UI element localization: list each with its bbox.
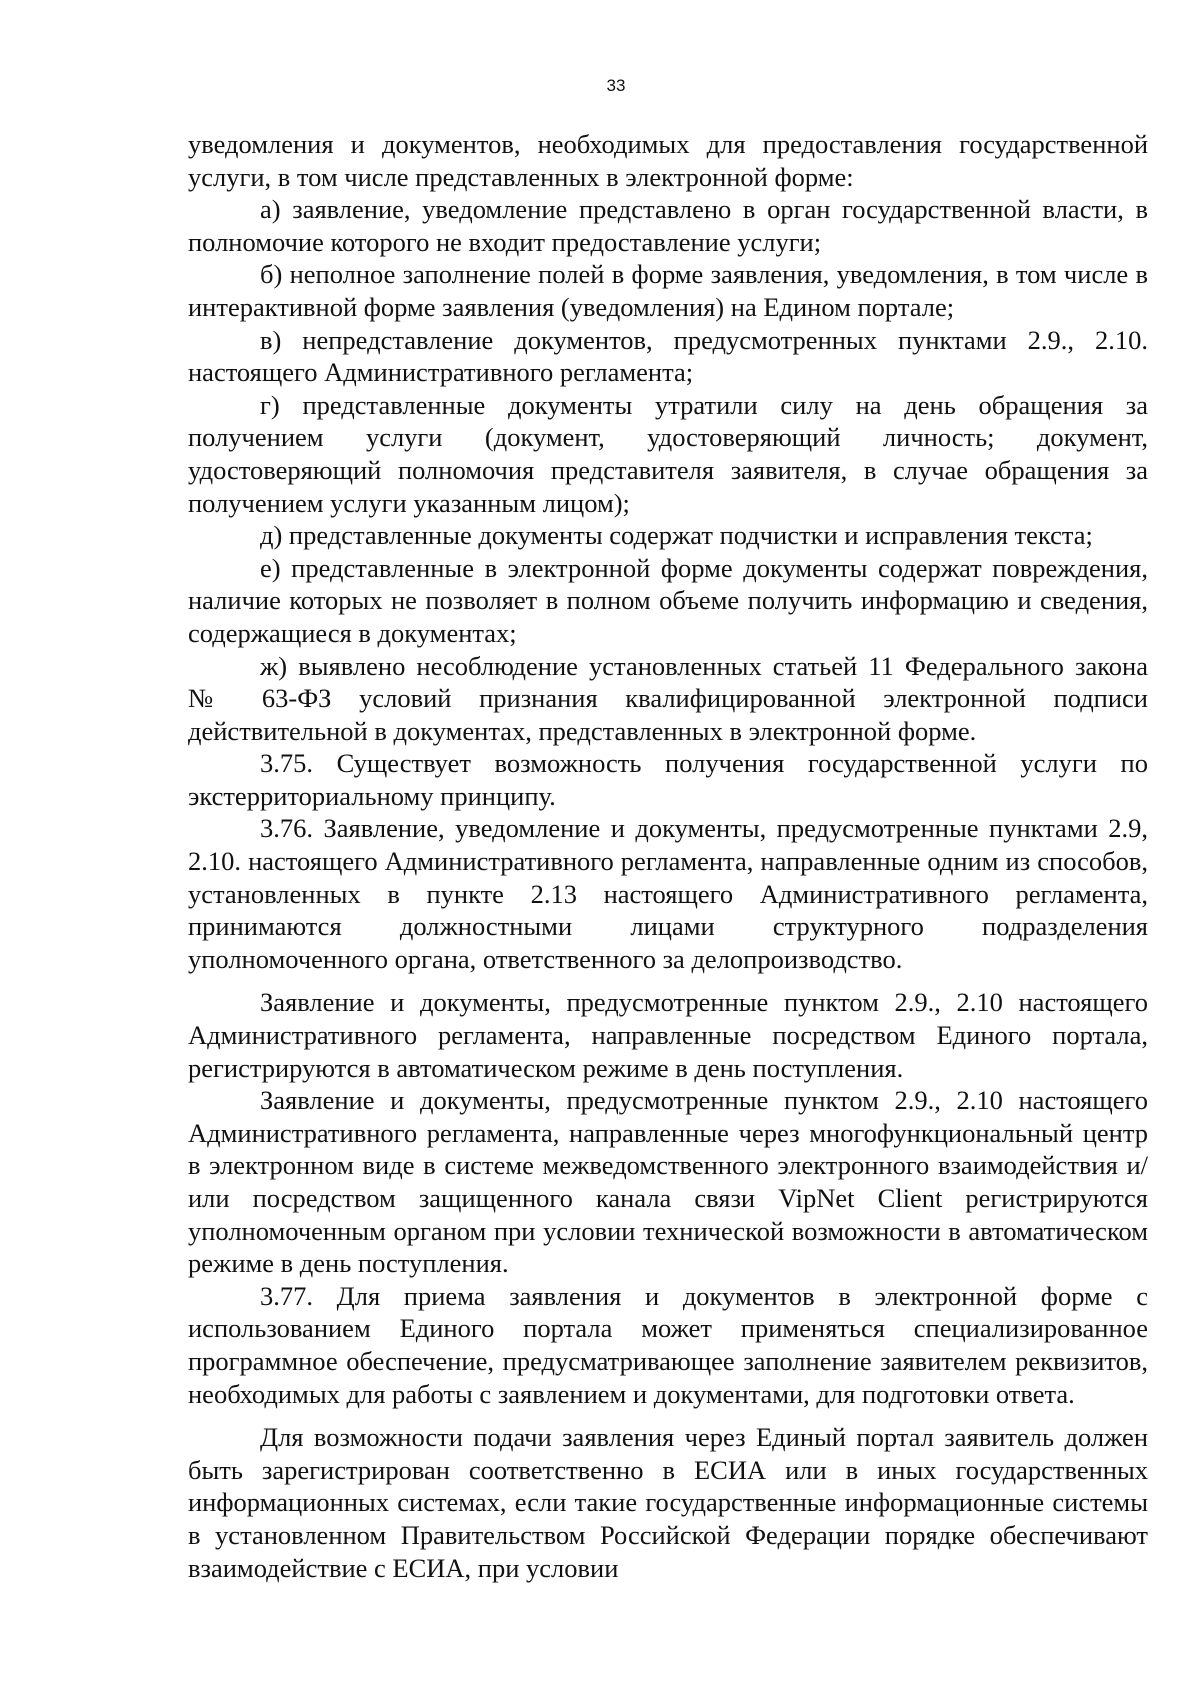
paragraph-item-g: г) представленные документы утратили силу на день обращения за получением услуги (документ, удостоверяющий личность; документ, удостоверяющий полномочия представителя заявителя, в случае обращения за получением услуги указанным лицом); [188, 389, 1148, 518]
paragraph-item-b: б) неполное заполнение полей в форме заявления, уведомления, в том числе в интерактивной форме заявления (уведомления) на Едином портале; [188, 259, 1148, 322]
paragraph-item-a: а) заявление, уведомление представлено в орган государственной власти, в полномочие которого не входит предоставление услуги; [188, 194, 1148, 257]
paragraph-esia-registration: Для возможности подачи заявления через Единый портал заявитель должен быть зарегистрирован соответственно в ЕСИА или в иных государственных информационных системах, если такие государственные информационные системы в установленном Правительством Российской Федерации порядке обеспечивают взаимодействие с ЕСИА, при условии [188, 1422, 1148, 1583]
paragraph-item-zh: ж) выявлено несоблюдение установленных статьей 11 Федерального закона № 63-ФЗ условий признания квалифицированной электронной подписи действительной в документах, представленных в электронной форме. [188, 650, 1148, 746]
paragraph-item-v: в) непредставление документов, предусмотренных пунктами 2.9., 2.10. настоящего Административного регламента; [188, 324, 1148, 388]
document-body [188, 128, 1148, 1584]
paragraph-item-d: д) представленные документы содержат подчистки и исправления текста; [260, 520, 1093, 551]
paragraph-3-75: 3.75. Существует возможность получения государственной услуги по экстерриториальному принципу. [188, 748, 1148, 811]
paragraph-registration-mfc: Заявление и документы, предусмотренные пунктом 2.9., 2.10 настоящего Административного регламента, направленные через многофункциональный центр в электронном виде в системе межведомственного электронного взаимодействия и/или посредством защищенного канала связи VipNet Client регистрируются уполномоченным органом при условии технической возможности в автоматическом режиме в день поступления. [188, 1085, 1148, 1279]
paragraph-continuation: уведомления и документов, необходимых для предоставления государственной услуги, в том числе представленных в электронной форме: [188, 129, 1148, 192]
paragraph-3-76: 3.76. Заявление, уведомление и документы, предусмотренные пунктами 2.9, 2.10. настоящего Административного регламента, направленные одним из способов, установленных в пункте 2.13 настоящего Административного регламента, принимаются должностными лицами структурного подразделения уполномоченного органа, ответственного за делопроизводство. [188, 813, 1148, 974]
paragraph-item-e: е) представленные в электронной форме документы содержат повреждения, наличие которых не позволяет в полном объеме получить информацию и сведения, содержащиеся в документах; [188, 552, 1148, 648]
paragraph-registration-portal: Заявление и документы, предусмотренные пунктом 2.9., 2.10 настоящего Административного регламента, направленные посредством Единого портала, регистрируются в автоматическом режиме в день поступления. [188, 987, 1148, 1083]
paragraph-3-77: 3.77. Для приема заявления и документов в электронной форме с использованием Единого портала может применяться специализированное программное обеспечение, предусматривающее заполнение заявителем реквизитов, необходимых для работы с заявлением и документами, для подготовки ответа. [188, 1280, 1148, 1409]
page-number: 33 [606, 76, 626, 95]
